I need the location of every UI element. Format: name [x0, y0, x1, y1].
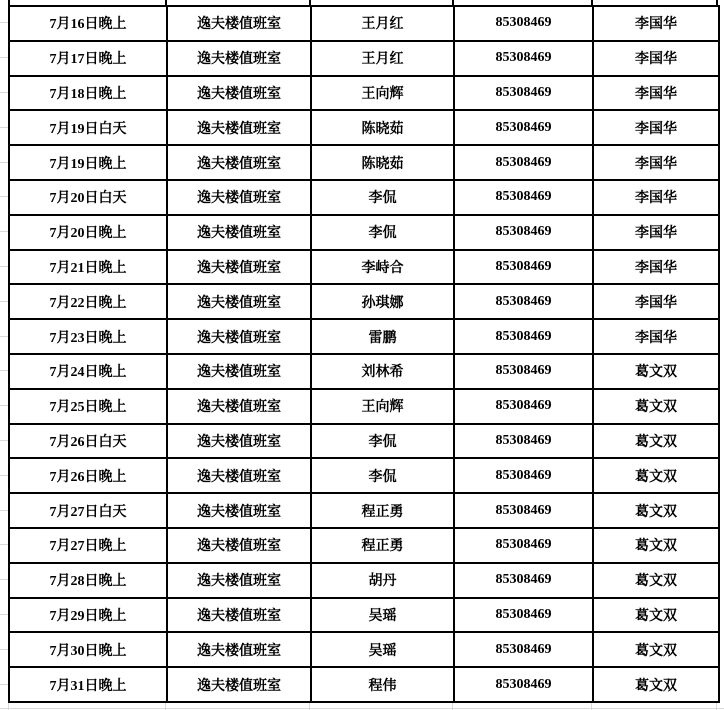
cell-date[interactable]: 7月21日晚上: [9, 250, 167, 285]
table-row: [9, 180, 719, 215]
cell-location[interactable]: 逸夫楼值班室: [167, 667, 311, 702]
table-row: [9, 319, 719, 354]
cell-phone[interactable]: 85308469: [454, 354, 593, 389]
cell-leader[interactable]: 李国华: [593, 110, 719, 145]
cell-location[interactable]: 逸夫楼值班室: [167, 215, 311, 250]
table-row: [9, 493, 719, 528]
cell-phone[interactable]: 85308469: [454, 145, 593, 180]
gridline: [0, 22, 8, 23]
gridline: [0, 231, 8, 232]
cell-phone[interactable]: 85308469: [454, 632, 593, 667]
table-row: [9, 389, 719, 424]
cell-phone[interactable]: 85308469: [454, 598, 593, 633]
cell-location[interactable]: 逸夫楼值班室: [167, 528, 311, 563]
cell-name[interactable]: 陈晓茹: [311, 145, 454, 180]
cell-date[interactable]: 7月24日晚上: [9, 354, 167, 389]
cell-leader[interactable]: 李国华: [593, 76, 719, 111]
cell-leader[interactable]: 葛文双: [593, 424, 719, 459]
table-row: [9, 458, 719, 493]
cell-leader[interactable]: 李国华: [593, 180, 719, 215]
cell-phone[interactable]: 85308469: [454, 493, 593, 528]
cell-date[interactable]: 7月27日晚上: [9, 528, 167, 563]
gridline: [0, 370, 8, 371]
table-row: [9, 528, 719, 563]
cell-name[interactable]: 陈晓茹: [311, 110, 454, 145]
cell-leader[interactable]: 葛文双: [593, 598, 719, 633]
cell-date[interactable]: 7月17日晚上: [9, 41, 167, 76]
gridline: [0, 127, 8, 128]
gridline: [0, 649, 8, 650]
table-row: [9, 250, 719, 285]
cell-leader[interactable]: 李国华: [593, 284, 719, 319]
table-row: [9, 215, 719, 250]
table-row: [9, 598, 719, 633]
table-row: [9, 41, 719, 76]
cell-location[interactable]: 逸夫楼值班室: [167, 284, 311, 319]
cell-phone[interactable]: 85308469: [454, 667, 593, 702]
gridline: [0, 405, 8, 406]
cell-date[interactable]: 7月27日白天: [9, 493, 167, 528]
cell-name[interactable]: 李侃: [311, 180, 454, 215]
cell-phone[interactable]: 85308469: [454, 563, 593, 598]
cell-date[interactable]: 7月31日晚上: [9, 667, 167, 702]
cell-leader[interactable]: 葛文双: [593, 458, 719, 493]
cell-name[interactable]: 李侃: [311, 458, 454, 493]
cell-leader[interactable]: 李国华: [593, 6, 719, 41]
cell-location[interactable]: 逸夫楼值班室: [167, 458, 311, 493]
gridline: [0, 475, 8, 476]
gridline: [0, 510, 8, 511]
cell-location[interactable]: 逸夫楼值班室: [167, 6, 311, 41]
cell-name[interactable]: 程伟: [311, 667, 454, 702]
cell-name[interactable]: 李峙合: [311, 250, 454, 285]
cell-date[interactable]: 7月16日晚上: [9, 6, 167, 41]
duty-schedule-body: [9, 6, 719, 702]
table-row: [9, 6, 719, 41]
cell-date[interactable]: 7月20日白天: [9, 180, 167, 215]
cell-location[interactable]: 逸夫楼值班室: [167, 389, 311, 424]
duty-schedule-table: [8, 5, 720, 703]
cell-leader[interactable]: 李国华: [593, 319, 719, 354]
cell-phone[interactable]: 85308469: [454, 458, 593, 493]
cell-name[interactable]: 李侃: [311, 215, 454, 250]
cell-date[interactable]: 7月19日晚上: [9, 145, 167, 180]
cell-date[interactable]: 7月20日晚上: [9, 215, 167, 250]
cell-phone[interactable]: 85308469: [454, 180, 593, 215]
cell-name[interactable]: 吴瑶: [311, 598, 454, 633]
cell-leader[interactable]: 葛文双: [593, 528, 719, 563]
cell-leader[interactable]: 葛文双: [593, 632, 719, 667]
cell-leader[interactable]: 葛文双: [593, 563, 719, 598]
cell-name[interactable]: 胡丹: [311, 563, 454, 598]
gridline: [0, 614, 8, 615]
cell-phone[interactable]: 85308469: [454, 76, 593, 111]
cell-phone[interactable]: 85308469: [454, 6, 593, 41]
cell-name[interactable]: 雷鹏: [311, 319, 454, 354]
table-row: [9, 145, 719, 180]
gridline: [0, 708, 724, 709]
cell-name[interactable]: 程正勇: [311, 528, 454, 563]
cell-date[interactable]: 7月29日晚上: [9, 598, 167, 633]
cell-name[interactable]: 王向辉: [311, 389, 454, 424]
cell-phone[interactable]: 85308469: [454, 528, 593, 563]
gridline: [0, 336, 8, 337]
gridline: [0, 196, 8, 197]
cell-leader[interactable]: 李国华: [593, 41, 719, 76]
gridline: [0, 266, 8, 267]
cell-name[interactable]: 李侃: [311, 424, 454, 459]
table-row: [9, 632, 719, 667]
cell-name[interactable]: 孙琪娜: [311, 284, 454, 319]
cell-leader[interactable]: 葛文双: [593, 493, 719, 528]
cell-date[interactable]: 7月22日晚上: [9, 284, 167, 319]
cell-leader[interactable]: 李国华: [593, 145, 719, 180]
cell-location[interactable]: 逸夫楼值班室: [167, 632, 311, 667]
gridline: [0, 92, 8, 93]
cell-name[interactable]: 王月红: [311, 41, 454, 76]
cell-name[interactable]: 刘林希: [311, 354, 454, 389]
cell-phone[interactable]: 85308469: [454, 424, 593, 459]
cell-date[interactable]: 7月19日白天: [9, 110, 167, 145]
cell-location[interactable]: 逸夫楼值班室: [167, 110, 311, 145]
cell-phone[interactable]: 85308469: [454, 41, 593, 76]
cell-date[interactable]: 7月28日晚上: [9, 563, 167, 598]
gridline: [0, 440, 8, 441]
gridline: [0, 579, 8, 580]
cell-phone[interactable]: 85308469: [454, 389, 593, 424]
cell-phone[interactable]: 85308469: [454, 284, 593, 319]
table-row: [9, 563, 719, 598]
cell-date[interactable]: 7月30日晚上: [9, 632, 167, 667]
cell-location[interactable]: 逸夫楼值班室: [167, 354, 311, 389]
cell-phone[interactable]: 85308469: [454, 215, 593, 250]
cell-location[interactable]: 逸夫楼值班室: [167, 145, 311, 180]
table-row: [9, 284, 719, 319]
gridline: [0, 301, 8, 302]
cell-date[interactable]: 7月25日晚上: [9, 389, 167, 424]
cell-date[interactable]: 7月23日晚上: [9, 319, 167, 354]
cell-leader[interactable]: 李国华: [593, 250, 719, 285]
cell-name[interactable]: 王向辉: [311, 76, 454, 111]
cell-date[interactable]: 7月26日白天: [9, 424, 167, 459]
cell-leader[interactable]: 葛文双: [593, 667, 719, 702]
gridline: [0, 57, 8, 58]
cell-location[interactable]: 逸夫楼值班室: [167, 493, 311, 528]
cell-location[interactable]: 逸夫楼值班室: [167, 76, 311, 111]
table-row: [9, 76, 719, 111]
gridline: [0, 684, 8, 685]
table-row: [9, 354, 719, 389]
cell-name[interactable]: 程正勇: [311, 493, 454, 528]
cell-location[interactable]: 逸夫楼值班室: [167, 41, 311, 76]
cell-location[interactable]: 逸夫楼值班室: [167, 180, 311, 215]
cell-leader[interactable]: 葛文双: [593, 354, 719, 389]
cell-location[interactable]: 逸夫楼值班室: [167, 250, 311, 285]
cell-leader[interactable]: 李国华: [593, 215, 719, 250]
table-row: [9, 667, 719, 702]
cell-name[interactable]: 吴瑶: [311, 632, 454, 667]
gridline: [0, 162, 8, 163]
cell-phone[interactable]: 85308469: [454, 250, 593, 285]
cell-name[interactable]: 王月红: [311, 6, 454, 41]
cell-date[interactable]: 7月18日晚上: [9, 76, 167, 111]
table-row: [9, 110, 719, 145]
cell-location[interactable]: 逸夫楼值班室: [167, 319, 311, 354]
gridline: [0, 544, 8, 545]
cell-date[interactable]: 7月26日晚上: [9, 458, 167, 493]
cell-location[interactable]: 逸夫楼值班室: [167, 598, 311, 633]
cell-phone[interactable]: 85308469: [454, 110, 593, 145]
table-row: [9, 424, 719, 459]
cell-location[interactable]: 逸夫楼值班室: [167, 424, 311, 459]
cell-phone[interactable]: 85308469: [454, 319, 593, 354]
cell-location[interactable]: 逸夫楼值班室: [167, 563, 311, 598]
cell-leader[interactable]: 葛文双: [593, 389, 719, 424]
